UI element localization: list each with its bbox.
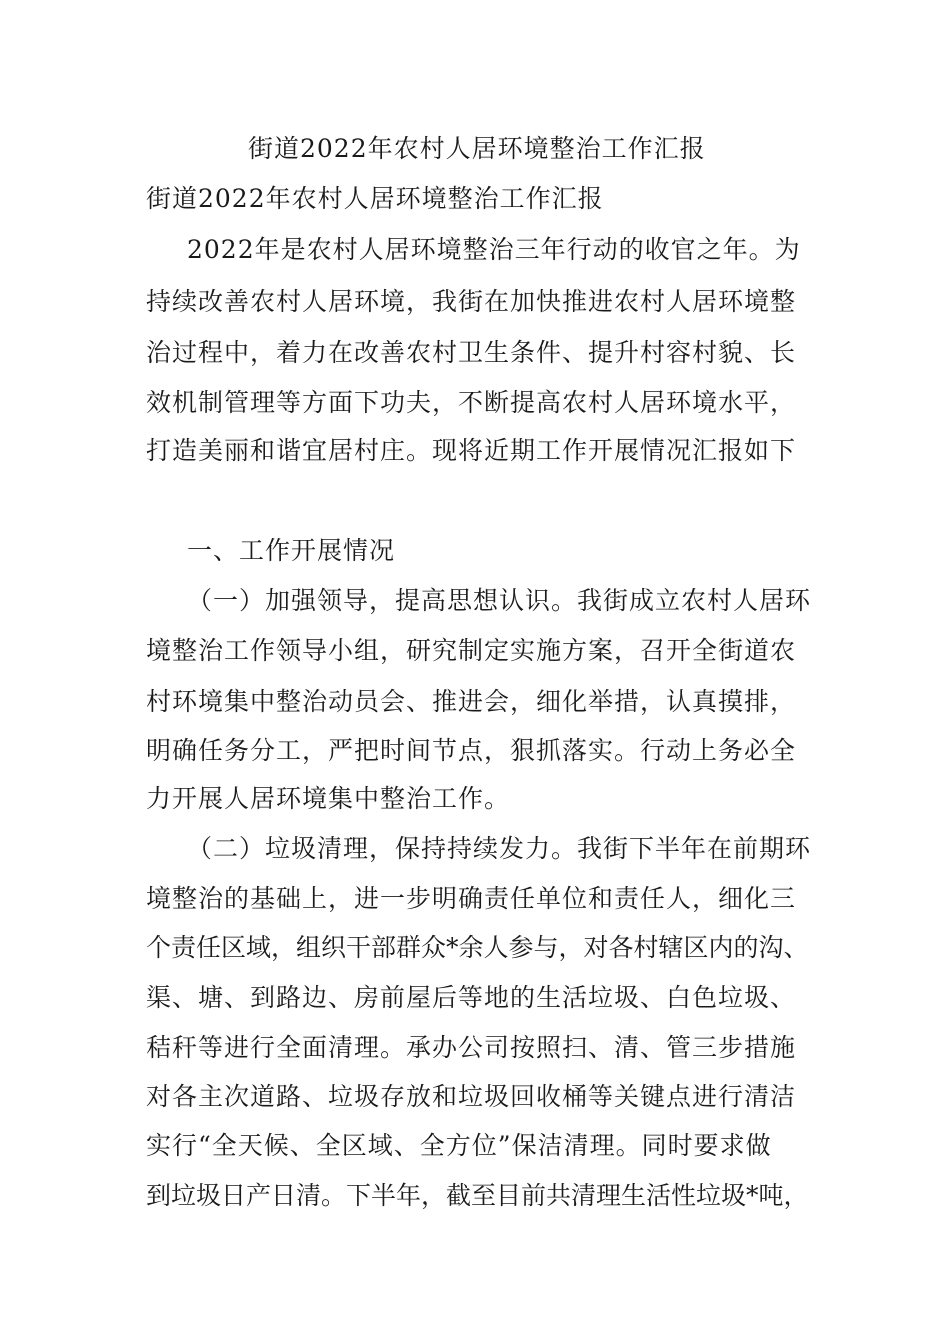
section-heading: 一、工作开展情况 — [187, 536, 396, 565]
document-subtitle: 街道2022年农村人居环境整治工作汇报 — [146, 184, 604, 213]
document-title: 街道2022年农村人居环境整治工作汇报 — [248, 134, 706, 163]
paragraph-line: 明确任务分工，严把时间节点，狠抓落实。行动上务必全 — [146, 736, 797, 765]
paragraph-line: 渠、塘、到路边、房前屋后等地的生活垃圾、白色垃圾、 — [146, 983, 797, 1012]
paragraph-line: 力开展人居环境集中整治工作。 — [146, 784, 511, 813]
paragraph-line: 村环境集中整治动员会、推进会，细化举措，认真摸排， — [146, 687, 797, 716]
paragraph-line: 对各主次道路、垃圾存放和垃圾回收桶等关键点进行清洁 — [146, 1082, 797, 1111]
intro-line: 治过程中，着力在改善农村卫生条件、提升村容村貌、长 — [146, 338, 797, 367]
paragraph-line: 实行“全天候、全区域、全方位”保洁清理。同时要求做 — [146, 1131, 772, 1160]
paragraph-line: （一）加强领导，提高思想认识。我街成立农村人居环 — [187, 586, 812, 615]
paragraph-line: 秸秆等进行全面清理。承办公司按照扫、清、管三步措施 — [146, 1033, 797, 1062]
paragraph-line: 境整治的基础上，进一步明确责任单位和责任人，细化三 — [146, 884, 797, 913]
paragraph-line: 境整治工作领导小组，研究制定实施方案，召开全街道农 — [146, 636, 797, 665]
paragraph-line: （二）垃圾清理，保持持续发力。我街下半年在前期环 — [187, 834, 812, 863]
paragraph-line: 个责任区域，组织干部群众*余人参与，对各村辖区内的沟、 — [146, 933, 809, 962]
intro-line: 效机制管理等方面下功夫，不断提高农村人居环境水平， — [146, 388, 797, 417]
paragraph-line: 到垃圾日产日清。下半年，截至目前共清理生活性垃圾*吨， — [146, 1181, 809, 1210]
intro-line: 2022年是农村人居环境整治三年行动的收官之年。为 — [187, 235, 801, 264]
intro-line: 持续改善农村人居环境，我街在加快推进农村人居环境整 — [146, 287, 797, 316]
intro-line: 打造美丽和谐宜居村庄。现将近期工作开展情况汇报如下 — [146, 436, 797, 465]
